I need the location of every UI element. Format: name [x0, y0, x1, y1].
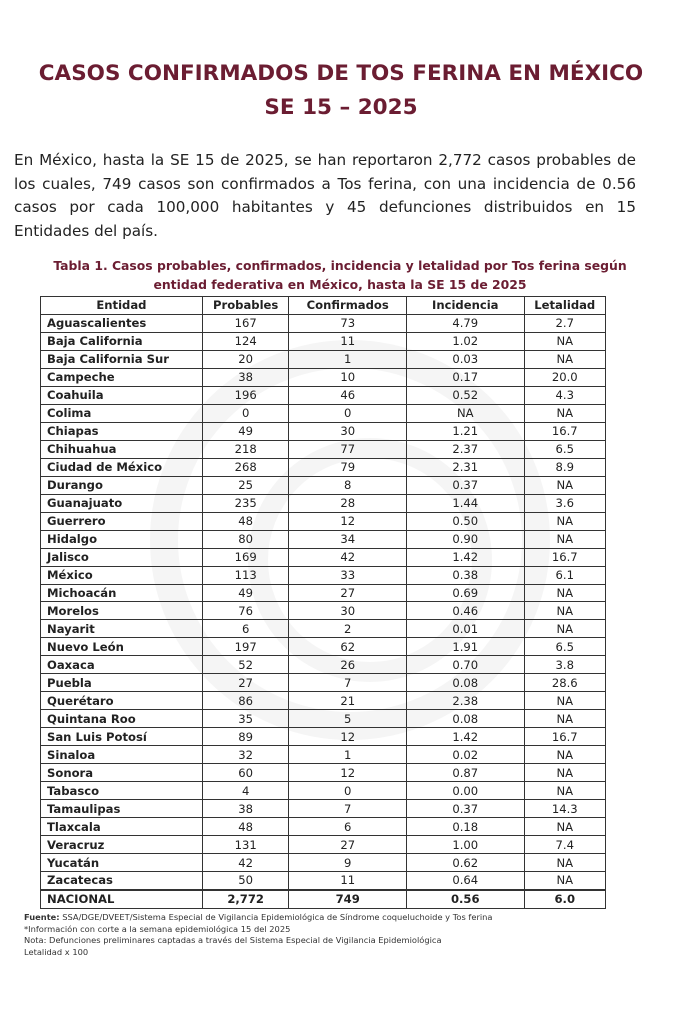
cell-confirmados: 11	[289, 872, 407, 890]
cell-entidad: Baja California	[41, 332, 203, 350]
cell-probables: 25	[202, 476, 289, 494]
cell-incidencia: 1.44	[406, 494, 524, 512]
cell-confirmados: 10	[289, 368, 407, 386]
cell-letalidad: 4.3	[524, 386, 605, 404]
header-entidad: Entidad	[41, 297, 203, 315]
cell-probables: 48	[202, 512, 289, 530]
cell-letalidad: 28.6	[524, 674, 605, 692]
cell-letalidad: NA	[524, 872, 605, 890]
table-row	[41, 854, 606, 872]
table-row	[41, 602, 606, 620]
footnotes	[24, 912, 664, 958]
cell-probables: 50	[202, 872, 289, 890]
table-row	[41, 584, 606, 602]
cell-letalidad: NA	[524, 332, 605, 350]
cell-incidencia: 0.90	[406, 530, 524, 548]
cell-entidad: México	[41, 566, 203, 584]
table-row	[41, 530, 606, 548]
cell-incidencia: 0.38	[406, 566, 524, 584]
cell-entidad: Guanajuato	[41, 494, 203, 512]
table-row	[41, 746, 606, 764]
cell-letalidad: 3.6	[524, 494, 605, 512]
cell-probables: 113	[202, 566, 289, 584]
cell-probables: 42	[202, 854, 289, 872]
cell-incidencia: 0.08	[406, 710, 524, 728]
cell-probables: 235	[202, 494, 289, 512]
table-row	[41, 458, 606, 476]
cell-confirmados: 77	[289, 440, 407, 458]
cell-letalidad: 7.4	[524, 836, 605, 854]
cell-probables: 86	[202, 692, 289, 710]
cell-entidad: Tabasco	[41, 782, 203, 800]
cell-letalidad: NA	[524, 746, 605, 764]
table-row	[41, 422, 606, 440]
total-letalidad: 6.0	[524, 890, 605, 908]
cell-confirmados: 34	[289, 530, 407, 548]
cell-letalidad: 14.3	[524, 800, 605, 818]
footnote-source-label: Fuente:	[24, 912, 60, 922]
table-row	[41, 314, 606, 332]
cell-letalidad: NA	[524, 530, 605, 548]
cell-probables: 48	[202, 818, 289, 836]
cell-probables: 76	[202, 602, 289, 620]
cell-entidad: Tamaulipas	[41, 800, 203, 818]
cell-incidencia: 1.21	[406, 422, 524, 440]
cell-entidad: Ciudad de México	[41, 458, 203, 476]
table-row	[41, 872, 606, 890]
cell-probables: 80	[202, 530, 289, 548]
cell-entidad: Jalisco	[41, 548, 203, 566]
cell-letalidad: NA	[524, 764, 605, 782]
cell-incidencia: 0.02	[406, 746, 524, 764]
cell-incidencia: NA	[406, 404, 524, 422]
cell-probables: 32	[202, 746, 289, 764]
cell-entidad: Nuevo León	[41, 638, 203, 656]
cell-confirmados: 62	[289, 638, 407, 656]
table-row	[41, 782, 606, 800]
cell-incidencia: 1.02	[406, 332, 524, 350]
footnote-lethality: Letalidad x 100	[24, 946, 89, 957]
cell-incidencia: 0.69	[406, 584, 524, 602]
cell-probables: 0	[202, 404, 289, 422]
table-row	[41, 512, 606, 530]
cell-confirmados: 21	[289, 692, 407, 710]
header-letalidad: Letalidad	[524, 297, 605, 315]
cell-probables: 20	[202, 350, 289, 368]
cell-letalidad: 16.7	[524, 422, 605, 440]
cell-confirmados: 46	[289, 386, 407, 404]
cell-probables: 167	[202, 314, 289, 332]
cell-confirmados: 79	[289, 458, 407, 476]
cell-entidad: Durango	[41, 476, 203, 494]
cell-entidad: Nayarit	[41, 620, 203, 638]
footnote-source	[24, 912, 664, 924]
cell-probables: 6	[202, 620, 289, 638]
cell-letalidad: 3.8	[524, 656, 605, 674]
cell-letalidad: NA	[524, 404, 605, 422]
table-row	[41, 818, 606, 836]
cell-entidad: Chiapas	[41, 422, 203, 440]
cell-incidencia: 1.42	[406, 548, 524, 566]
table-row	[41, 800, 606, 818]
cell-entidad: San Luis Potosí	[41, 728, 203, 746]
cell-entidad: Chihuahua	[41, 440, 203, 458]
cell-entidad: Zacatecas	[41, 872, 203, 890]
table-total-row	[41, 890, 606, 908]
cell-confirmados: 5	[289, 710, 407, 728]
cell-incidencia: 0.52	[406, 386, 524, 404]
cell-confirmados: 7	[289, 800, 407, 818]
cell-incidencia: 0.37	[406, 476, 524, 494]
page-title	[0, 57, 682, 125]
cell-confirmados: 33	[289, 566, 407, 584]
cell-entidad: Coahuila	[41, 386, 203, 404]
cell-confirmados: 1	[289, 350, 407, 368]
cell-incidencia: 0.70	[406, 656, 524, 674]
cell-letalidad: 16.7	[524, 548, 605, 566]
cell-letalidad: NA	[524, 620, 605, 638]
title-line-2: SE 15 – 2025	[264, 95, 418, 120]
cell-entidad: Sonora	[41, 764, 203, 782]
cell-incidencia: 1.42	[406, 728, 524, 746]
cell-probables: 218	[202, 440, 289, 458]
cell-letalidad: 20.0	[524, 368, 605, 386]
table-row	[41, 494, 606, 512]
cell-confirmados: 28	[289, 494, 407, 512]
total-incidencia: 0.56	[406, 890, 524, 908]
table-row	[41, 674, 606, 692]
table-row	[41, 692, 606, 710]
cell-letalidad: 16.7	[524, 728, 605, 746]
cases-table	[40, 296, 606, 909]
cell-incidencia: 0.87	[406, 764, 524, 782]
cell-entidad: Guerrero	[41, 512, 203, 530]
cell-probables: 27	[202, 674, 289, 692]
cell-letalidad: NA	[524, 512, 605, 530]
cell-entidad: Baja California Sur	[41, 350, 203, 368]
caption-line-1: Tabla 1. Casos probables, confirmados, incidencia y letalidad por Tos ferina según	[53, 258, 627, 273]
cell-entidad: Morelos	[41, 602, 203, 620]
cell-confirmados: 26	[289, 656, 407, 674]
footnote-source-text: SSA/DGE/DVEET/Sistema Especial de Vigilancia Epidemiológica de Síndrome coqueluchoide y Tos ferina	[59, 912, 493, 922]
table-row	[41, 440, 606, 458]
cell-letalidad: NA	[524, 584, 605, 602]
total-entidad: NACIONAL	[41, 890, 203, 908]
cell-incidencia: 0.37	[406, 800, 524, 818]
cell-confirmados: 1	[289, 746, 407, 764]
cell-incidencia: 0.64	[406, 872, 524, 890]
table-body	[41, 314, 606, 890]
cell-incidencia: 1.00	[406, 836, 524, 854]
cell-confirmados: 11	[289, 332, 407, 350]
cell-confirmados: 12	[289, 728, 407, 746]
cell-entidad: Hidalgo	[41, 530, 203, 548]
table-caption	[20, 256, 660, 294]
cell-incidencia: 0.01	[406, 620, 524, 638]
cell-letalidad: NA	[524, 818, 605, 836]
table-row	[41, 710, 606, 728]
cell-incidencia: 4.79	[406, 314, 524, 332]
table-row	[41, 476, 606, 494]
cell-confirmados: 7	[289, 674, 407, 692]
total-probables: 2,772	[202, 890, 289, 908]
cell-probables: 169	[202, 548, 289, 566]
cell-probables: 196	[202, 386, 289, 404]
cell-confirmados: 9	[289, 854, 407, 872]
cell-entidad: Puebla	[41, 674, 203, 692]
cell-letalidad: NA	[524, 782, 605, 800]
table-row	[41, 548, 606, 566]
cell-probables: 131	[202, 836, 289, 854]
cell-incidencia: 0.50	[406, 512, 524, 530]
table-row	[41, 566, 606, 584]
cell-entidad: Tlaxcala	[41, 818, 203, 836]
table-row	[41, 368, 606, 386]
cell-incidencia: 0.17	[406, 368, 524, 386]
table-row	[41, 764, 606, 782]
cell-letalidad: NA	[524, 350, 605, 368]
cell-probables: 49	[202, 584, 289, 602]
table-row	[41, 404, 606, 422]
cell-confirmados: 42	[289, 548, 407, 566]
cell-confirmados: 0	[289, 404, 407, 422]
cell-entidad: Querétaro	[41, 692, 203, 710]
cell-probables: 52	[202, 656, 289, 674]
header-incidencia: Incidencia	[406, 297, 524, 315]
cell-incidencia: 2.38	[406, 692, 524, 710]
footnote-note: Nota: Defunciones preliminares captadas a través del Sistema Especial de Vigilancia Epidemiológica	[24, 935, 442, 945]
cell-probables: 38	[202, 800, 289, 818]
cell-probables: 124	[202, 332, 289, 350]
cell-letalidad: NA	[524, 692, 605, 710]
header-probables: Probables	[202, 297, 289, 315]
cell-letalidad: 6.1	[524, 566, 605, 584]
title-line-1: CASOS CONFIRMADOS DE TOS FERINA EN MÉXICO	[38, 61, 644, 86]
cell-confirmados: 12	[289, 512, 407, 530]
header-confirmados: Confirmados	[289, 297, 407, 315]
cell-confirmados: 8	[289, 476, 407, 494]
cell-letalidad: 2.7	[524, 314, 605, 332]
cell-incidencia: 0.03	[406, 350, 524, 368]
cell-confirmados: 30	[289, 422, 407, 440]
cell-probables: 35	[202, 710, 289, 728]
cell-letalidad: NA	[524, 602, 605, 620]
total-confirmados: 749	[289, 890, 407, 908]
cell-confirmados: 73	[289, 314, 407, 332]
table-row	[41, 728, 606, 746]
cell-confirmados: 30	[289, 602, 407, 620]
cell-confirmados: 2	[289, 620, 407, 638]
cell-letalidad: 6.5	[524, 638, 605, 656]
cell-incidencia: 2.37	[406, 440, 524, 458]
cell-entidad: Michoacán	[41, 584, 203, 602]
table-row	[41, 386, 606, 404]
cell-confirmados: 12	[289, 764, 407, 782]
table-row	[41, 332, 606, 350]
table-row	[41, 656, 606, 674]
cell-letalidad: 8.9	[524, 458, 605, 476]
cell-entidad: Veracruz	[41, 836, 203, 854]
table-header-row	[41, 297, 606, 315]
cell-incidencia: 0.46	[406, 602, 524, 620]
cell-probables: 49	[202, 422, 289, 440]
footnote-cutoff: *Información con corte a la semana epidemiológica 15 del 2025	[24, 923, 291, 934]
cell-letalidad: 6.5	[524, 440, 605, 458]
cell-incidencia: 0.62	[406, 854, 524, 872]
table-row	[41, 620, 606, 638]
cell-entidad: Campeche	[41, 368, 203, 386]
cell-entidad: Oaxaca	[41, 656, 203, 674]
cell-probables: 60	[202, 764, 289, 782]
cell-letalidad: NA	[524, 476, 605, 494]
cell-confirmados: 0	[289, 782, 407, 800]
cell-letalidad: NA	[524, 710, 605, 728]
table-row	[41, 638, 606, 656]
cell-incidencia: 0.00	[406, 782, 524, 800]
cell-entidad: Aguascalientes	[41, 314, 203, 332]
cell-probables: 38	[202, 368, 289, 386]
cell-entidad: Yucatán	[41, 854, 203, 872]
cell-incidencia: 0.18	[406, 818, 524, 836]
cell-incidencia: 0.08	[406, 674, 524, 692]
cell-probables: 197	[202, 638, 289, 656]
cell-confirmados: 27	[289, 584, 407, 602]
cell-entidad: Sinaloa	[41, 746, 203, 764]
cell-probables: 89	[202, 728, 289, 746]
cell-confirmados: 6	[289, 818, 407, 836]
cell-letalidad: NA	[524, 854, 605, 872]
cell-incidencia: 2.31	[406, 458, 524, 476]
table-row	[41, 836, 606, 854]
cell-probables: 4	[202, 782, 289, 800]
caption-line-2: entidad federativa en México, hasta la SE 15 de 2025	[153, 277, 527, 292]
cell-probables: 268	[202, 458, 289, 476]
cell-confirmados: 27	[289, 836, 407, 854]
intro-paragraph: En México, hasta la SE 15 de 2025, se han reportaron 2,772 casos probables de los cuales, 749 casos son confirmados a Tos ferina, con una incidencia de 0.56 casos por cada 100,000 habitantes y 45 defunciones distribuidos en 15 Entidades del país.	[14, 151, 636, 240]
cell-entidad: Colima	[41, 404, 203, 422]
table-row	[41, 350, 606, 368]
cell-incidencia: 1.91	[406, 638, 524, 656]
cell-entidad: Quintana Roo	[41, 710, 203, 728]
